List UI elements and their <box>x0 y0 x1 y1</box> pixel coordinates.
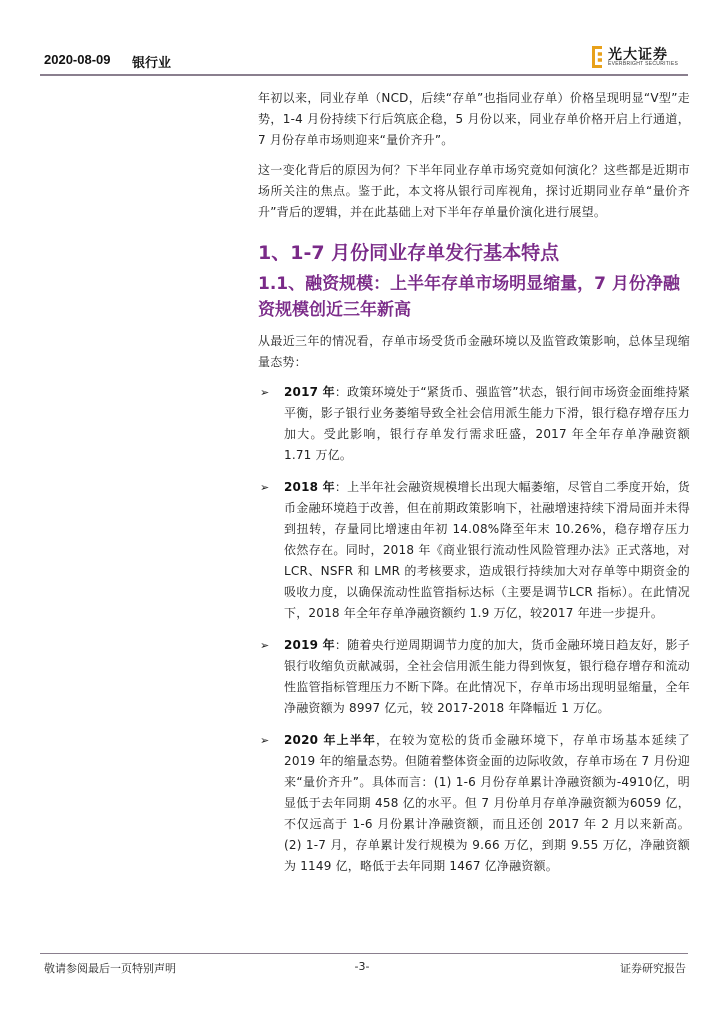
bullet-2020-h1 <box>258 730 690 877</box>
section-title: 1、1-7 月份同业存单发行基本特点 <box>258 242 560 264</box>
bullet-arrow-icon: ➢ <box>260 734 270 747</box>
year-bullet-list <box>258 382 690 877</box>
bullet-arrow-icon: ➢ <box>260 481 270 494</box>
bullet-label: 2020 年上半年 <box>284 733 376 747</box>
bullet-text: ，在较为宽松的货币金融环境下，存单市场基本延续了2019 年的缩量态势。但随着整体资金面的边际收敛，存单市场在 7 月份迎来“量价齐升”。具体而言：(1) 1-6 月份存单累计净融资额为-4910亿，明显低于去年同期 458 亿的水平。但 7 月份单月存单净融资额为6059 亿，不仅远高于 1-6 月份累计净融资额，而且还创 2017 年 2 月以来新高。(2) 1-7 月，存单累计发行规模为 9.66 万亿，到期 9.55 万亿，净融资额为 1149 亿，略低于去年同期 1467 亿净融资额。 <box>284 733 690 873</box>
page-header <box>40 40 688 74</box>
footer-disclaimer: 敬请参阅最后一页特别声明 <box>44 962 176 975</box>
sector-label: 银行业 <box>132 56 172 71</box>
bullet-2018 <box>258 477 690 624</box>
intro-paragraph-2: 这一变化背后的原因为何？下半年同业存单市场究竟如何演化？这些都是近期市场所关注的焦点。鉴于此，本文将从银行司库视角，探讨近期同业存单“量价齐升”背后的逻辑，并在此基础上对下半年存单量价演化进行展望。 <box>258 163 690 219</box>
bullet-label: 2019 年 <box>284 638 335 652</box>
logo-english-name: EVERBRIGHT SECURITIES <box>608 61 679 67</box>
bullet-text: ：上半年社会融资规模增长出现大幅萎缩，尽管自二季度开始，货币金融环境趋于改善，但在前期政策影响下，社融增速持续下滑局面并未得到扭转，存量同比增速由年初 14.08%降至年末 10.26%，稳存增存压力依然存在。同时，2018 年《商业银行流动性风险管理办法》正式落地，对 LCR、NSFR 和 LMR 的考核要求，造成银行持续加大对存单等中期资金的吸收力度，以确保流动性监管指标达标（主要是调节LCR 指标）。在此情况下，2018 年全年存单净融资额约 1.9 万亿，较2017 年进一步提升。 <box>284 480 690 620</box>
bullet-arrow-icon: ➢ <box>260 386 270 399</box>
bullet-arrow-icon: ➢ <box>260 639 270 652</box>
logo-mark-icon <box>592 46 602 68</box>
bullet-text: ：政策环境处于“紧货币、强监管”状态，银行间市场资金面维持紧平衡，影子银行业务萎缩导致全社会信用派生能力下滑，银行稳存增存压力加大。受此影响，银行存单发行需求旺盛，2017 年全年存单净融资额 1.71 万亿。 <box>284 385 690 462</box>
main-content <box>258 88 690 888</box>
subsection-title: 1.1、融资规模：上半年存单市场明显缩量，7 月份净融资规模创近三年新高 <box>258 274 680 320</box>
footer-divider <box>40 953 688 954</box>
section-lead: 从最近三年的情况看，存单市场受货币金融环境以及监管政策影响，总体呈现缩量态势： <box>258 334 690 369</box>
report-date: 2020-08-09 <box>44 52 111 67</box>
bullet-text: ：随着央行逆周期调节力度的加大，货币金融环境日趋友好，影子银行收缩负贡献减弱，全社会信用派生能力得到恢复，银行稳存增存和流动性监管指标管理压力不断下降。在此情况下，存单市场出现明显缩量，全年净融资额为 8997 亿元，较 2017-2018 年降幅近 1 万亿。 <box>284 638 690 715</box>
header-divider <box>40 74 688 76</box>
bullet-label: 2018 年 <box>284 480 335 494</box>
footer-report-type: 证券研究报告 <box>620 962 686 975</box>
bullet-label: 2017 年 <box>284 385 335 399</box>
bullet-2019 <box>258 635 690 719</box>
company-logo <box>592 44 688 70</box>
page-number: -3- <box>354 960 370 973</box>
intro-paragraph-1: 年初以来，同业存单（NCD，后续“存单”也指同业存单）价格呈现明显“V型”走势，1-4 月份持续下行后筑底企稳，5 月份以来，同业存单价格开启上行通道，7 月份存单市场则迎来“量价齐升”。 <box>258 91 690 147</box>
bullet-2017 <box>258 382 690 466</box>
logo-name: 光大证券 <box>608 47 668 63</box>
